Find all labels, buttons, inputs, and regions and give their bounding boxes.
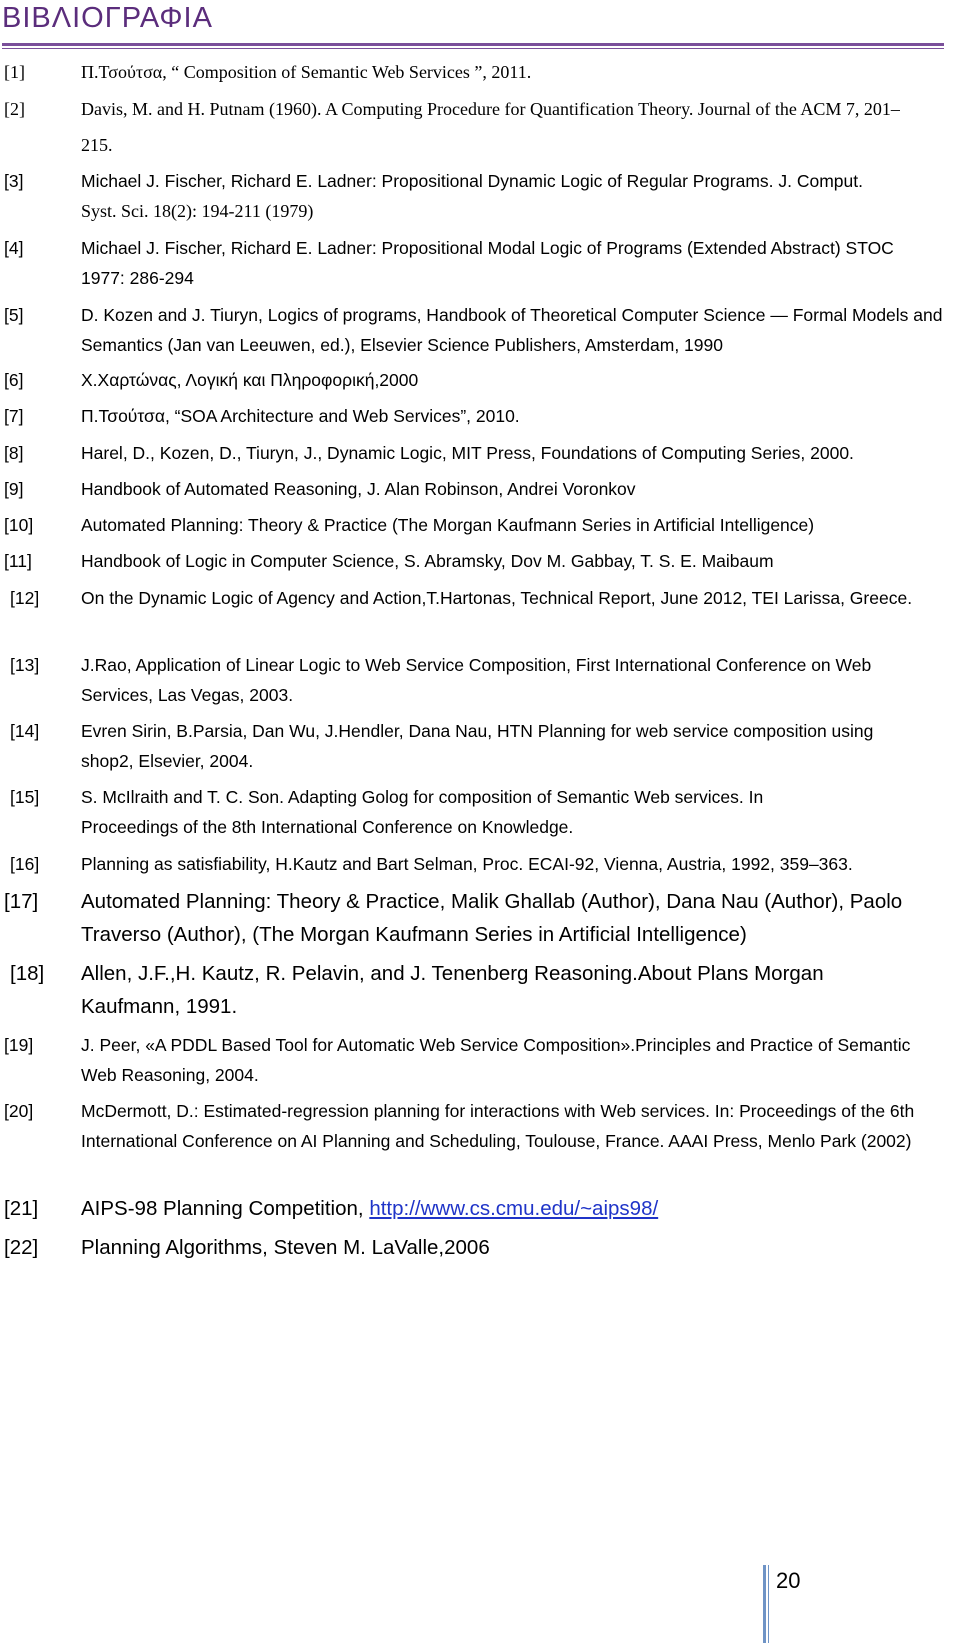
reference-number: [19]	[4, 1035, 34, 1055]
reference-text: On the Dynamic Logic of Agency and Action,T.Hartonas, Technical Report, June 2012, TEI Larissa, Greece.	[81, 588, 913, 608]
reference-number: [2]	[4, 99, 25, 119]
reference-text: Allen, J.F.,H. Kautz, R. Pelavin, and J. Tenenberg Reasoning.About Plans Morgan Kaufmann, 1991.	[81, 962, 824, 1018]
reference-text: Π.Τσούτσα, “SOA Architecture and Web Services”, 2010.	[81, 406, 520, 426]
page-number: 20	[776, 1568, 801, 1593]
reference-number: [8]	[4, 443, 24, 463]
reference-number: [6]	[4, 370, 24, 390]
page-number-bar-thin	[768, 1565, 769, 1643]
reference-text: Michael J. Fischer, Richard E. Ladner: Propositional Dynamic Logic of Regular Programs. J. Comput.	[81, 171, 863, 191]
reference-text: D. Kozen and J. Tiuryn, Logics of programs, Handbook of Theoretical Computer Science — Formal Models and Semantics (Jan van Leeuwen, ed.), Elsevier Science Publishers, Amsterdam, 1990	[81, 305, 943, 355]
reference-text: AIPS-98 Planning Competition,	[81, 1197, 370, 1220]
reference-text: Planning as satisfiability, H.Kautz and Bart Selman, Proc. ECAI-92, Vienna, Austria, 1992, 359–363.	[81, 854, 853, 874]
reference-text: Automated Planning: Theory & Practice, Malik Ghallab (Author), Dana Nau (Author), Paolo Traverso (Author), (The Morgan Kaufmann Series in Artificial Intelligence)	[81, 890, 903, 946]
reference-number: [18]	[10, 962, 45, 985]
reference-text: Π.Τσούτσα, “ Composition of Semantic Web Services ”, 2011.	[81, 62, 532, 82]
reference-number: [12]	[10, 588, 40, 608]
reference-text: Χ.Χαρτώνας, Λογική και Πληροφορική,2000	[81, 370, 419, 390]
heading-rule	[2, 43, 944, 46]
reference-number: [13]	[10, 655, 40, 675]
reference-number: [22]	[4, 1236, 39, 1259]
reference-text: Planning Algorithms, Steven M. LaValle,2006	[81, 1236, 490, 1259]
page-number-bar	[763, 1565, 766, 1643]
reference-text: S. McIlraith and T. C. Son. Adapting Golog for composition of Semantic Web services. In Proceedings of the 8th International Conference on Knowledge.	[81, 787, 764, 837]
reference-number: [20]	[4, 1101, 34, 1121]
reference-text: Michael J. Fischer, Richard E. Ladner: Propositional Modal Logic of Programs (Extended Abstract) STOC 1977: 286-294	[81, 238, 894, 288]
reference-text: McDermott, D.: Estimated-regression planning for interactions with Web services. In: Proceedings of the 6th International Conference on AI Planning and Scheduling, Toulouse, France. AAAI Press, Menlo Park (2002)	[81, 1101, 915, 1151]
reference-text: Evren Sirin, B.Parsia, Dan Wu, J.Hendler, Dana Nau, HTN Planning for web service composition using shop2, Elsevier, 2004.	[81, 721, 874, 771]
reference-text: J. Peer, «A PDDL Based Tool for Automatic Web Service Composition».Principles and Practice of Semantic Web Reasoning, 2004.	[81, 1035, 911, 1085]
reference-text: J.Rao, Application of Linear Logic to Web Service Composition, First International Conference on Web Services, Las Vegas, 2003.	[81, 655, 872, 705]
reference-text: Harel, D., Kozen, D., Tiuryn, J., Dynamic Logic, MIT Press, Foundations of Computing Series, 2000.	[81, 443, 854, 463]
heading-rule-thin	[2, 48, 944, 49]
reference-text-serif: Syst. Sci. 18(2): 194-211 (1979)	[81, 201, 314, 221]
reference-number: [17]	[4, 890, 39, 913]
reference-number: [5]	[4, 305, 24, 325]
reference-number: [7]	[4, 406, 24, 426]
reference-number: [11]	[4, 551, 32, 571]
page-heading: ΒΙΒΛΙΟΓΡΑΦΙΑ	[2, 2, 213, 34]
reference-number: [4]	[4, 238, 24, 258]
reference-text: Handbook of Logic in Computer Science, S. Abramsky, Dov M. Gabbay, T. S. E. Maibaum	[81, 551, 774, 571]
reference-number: [16]	[10, 854, 40, 874]
reference-number: [10]	[4, 515, 34, 535]
reference-number: [9]	[4, 479, 24, 499]
reference-number: [1]	[4, 62, 25, 82]
reference-number: [15]	[10, 787, 40, 807]
reference-text: Davis, M. and H. Putnam (1960). A Computing Procedure for Quantification Theory. Journal of the ACM 7, 201–215.	[81, 99, 900, 155]
reference-text: Automated Planning: Theory & Practice (The Morgan Kaufmann Series in Artificial Intelligence)	[81, 515, 815, 535]
reference-number: [14]	[10, 721, 40, 741]
reference-link[interactable]: http://www.cs.cmu.edu/~aips98/	[369, 1197, 659, 1220]
reference-number: [21]	[4, 1197, 39, 1220]
reference-text: Handbook of Automated Reasoning, J. Alan Robinson, Andrei Voronkov	[81, 479, 636, 499]
reference-number: [3]	[4, 171, 24, 191]
